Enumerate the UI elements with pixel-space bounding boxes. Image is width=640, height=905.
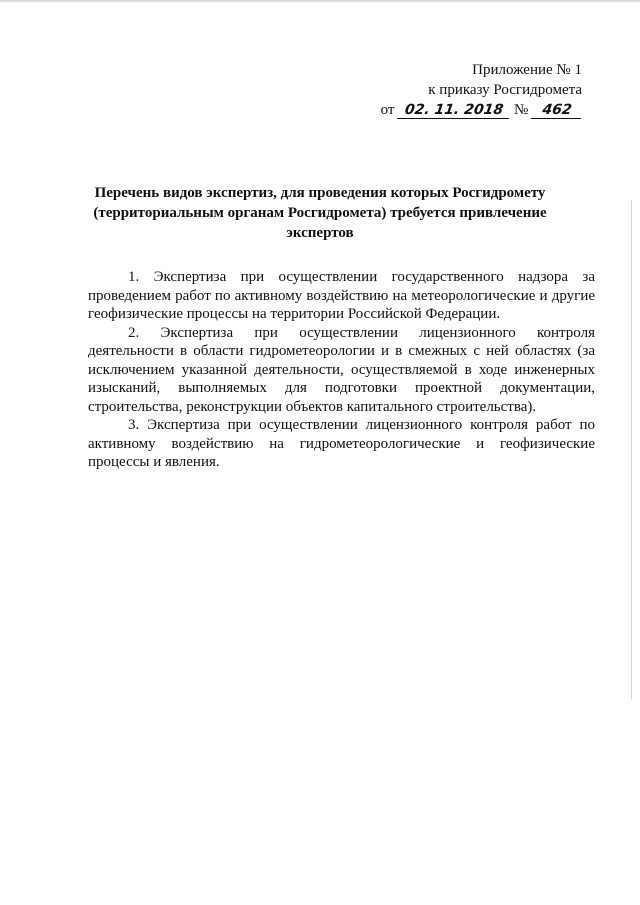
- handwritten-number: 462: [531, 102, 583, 119]
- scan-edge-right: [631, 200, 632, 700]
- document-body: [88, 268, 595, 472]
- list-item-3: 3. Экспертиза при осуществлении лицензионного контроля работ по активному воздействию на гидрометеорологические и геофизические процессы и явления.: [88, 417, 595, 470]
- order-reference: к приказу Росгидромета: [428, 82, 582, 98]
- date-prefix: от: [380, 102, 395, 118]
- appendix-label: Приложение № 1: [472, 62, 582, 78]
- number-prefix: №: [513, 102, 529, 118]
- document-title: Перечень видов экспертиз, для проведения которых Росгидромету (территориальным органам Росгидромета) требуется привлечение экспертов: [93, 185, 547, 241]
- appendix-header: [282, 60, 582, 120]
- handwritten-date: 02. 11. 2018: [397, 102, 511, 119]
- list-item-2: 2. Экспертиза при осуществлении лицензионного контроля деятельности в области гидрометеорологии и в смежных с ней областях (за исключением указанной деятельности, осуществляемой в ходе инженерных изысканий, выполняемых для подготовки проектной документации, строительства, реконструкции объектов капитального строительства).: [88, 324, 595, 415]
- scan-edge-top: [0, 0, 640, 3]
- list-item-1: 1. Экспертиза при осуществлении государственного надзора за проведением работ по активному воздействию на метеорологические и другие геофизические процессы на территории Российской Федерации.: [88, 269, 595, 322]
- order-date-line: [282, 100, 582, 120]
